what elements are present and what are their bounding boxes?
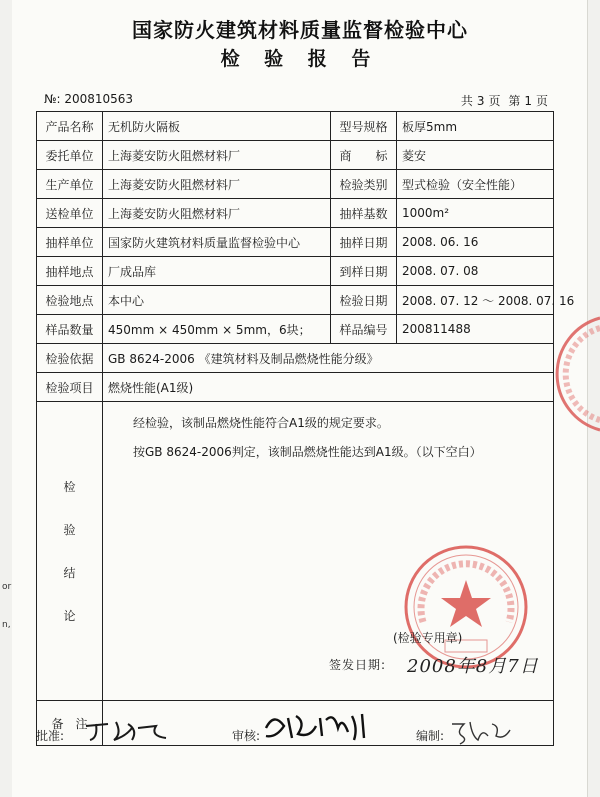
row-label-2: 抽样基数	[331, 199, 397, 228]
basis-value: GB 8624-2006 《建筑材料及制品燃烧性能分级》	[103, 344, 554, 373]
row-value-2: 板厚5mm	[397, 112, 554, 141]
conclusion-row	[37, 402, 554, 701]
row-value-2: 2008. 07. 08	[397, 257, 554, 286]
review-label: 审核:	[232, 729, 261, 743]
info-row	[37, 170, 554, 199]
info-row	[37, 228, 554, 257]
report-table	[36, 111, 575, 746]
partial-seal-stamp	[560, 314, 600, 434]
row-value: 450mm × 450mm × 5mm，6块；	[103, 315, 331, 344]
info-row	[37, 257, 554, 286]
row-label-2: 商 标	[331, 141, 397, 170]
info-row	[37, 141, 554, 170]
basis-label: 检验依据	[37, 344, 103, 373]
conclusion-char: 验	[63, 523, 76, 537]
row-label-2: 抽样日期	[331, 228, 397, 257]
row-value-2: 型式检验（安全性能）	[397, 170, 554, 199]
row-value: 上海菱安防火阻燃材料厂	[103, 141, 331, 170]
row-value: 国家防火建筑材料质量监督检验中心	[103, 228, 331, 257]
row-value-2: 菱安	[397, 141, 554, 170]
row-label-2: 型号规格	[331, 112, 397, 141]
row-label: 送检单位	[37, 199, 103, 228]
report-title: 检 验 报 告	[220, 48, 380, 70]
info-row	[37, 112, 554, 141]
row-value: 无机防火隔板	[103, 112, 331, 141]
row-value: 厂成品库	[103, 257, 331, 286]
row-value: 本中心	[103, 286, 331, 315]
row-label: 抽样地点	[37, 257, 103, 286]
basis-row	[37, 344, 554, 373]
items-label: 检验项目	[37, 373, 103, 402]
conclusion-label-cell	[37, 402, 103, 701]
row-label: 抽样单位	[37, 228, 103, 257]
info-row	[37, 199, 554, 228]
reviewer-signature	[262, 708, 382, 744]
conclusion-text-1: 经检验，该制品燃烧性能符合A1级的规定要求。	[133, 416, 389, 430]
row-label-2: 检验类别	[331, 170, 397, 199]
prepare-label: 编制:	[416, 729, 445, 743]
report-number: №: 200810563	[44, 92, 134, 106]
row-value-2: 2008. 07. 12 ～ 2008. 07. 16	[397, 286, 554, 315]
row-label: 生产单位	[37, 170, 103, 199]
row-label: 产品名称	[37, 112, 103, 141]
approver-signature	[80, 714, 180, 744]
row-label: 样品数量	[37, 315, 103, 344]
items-row	[37, 373, 554, 402]
seal-note: (检验专用章)	[393, 631, 463, 645]
conclusion-char: 检	[63, 480, 76, 494]
conclusion-char: 论	[63, 609, 76, 623]
row-value: 上海菱安防火阻燃材料厂	[103, 170, 331, 199]
edge-fragment-text: n,	[2, 620, 11, 630]
row-value: 上海菱安防火阻燃材料厂	[103, 199, 331, 228]
row-label-2: 样品编号	[331, 315, 397, 344]
conclusion-char: 结	[63, 566, 76, 580]
edge-fragment-text: or	[2, 582, 12, 592]
row-value-2: 200811488	[397, 315, 554, 344]
items-value: 燃烧性能(A1级)	[103, 373, 554, 402]
preparer-signature	[448, 716, 518, 746]
row-value-2: 2008. 06. 16	[397, 228, 554, 257]
org-title: 国家防火建筑材料质量监督检验中心	[132, 18, 468, 42]
row-label: 委托单位	[37, 141, 103, 170]
row-value-2: 1000m²	[397, 199, 554, 228]
row-label: 检验地点	[37, 286, 103, 315]
sign-date-label: 签发日期:	[329, 658, 387, 672]
remarks-label: 备 注	[37, 701, 103, 746]
conclusion-body	[103, 402, 554, 701]
sign-date-value: 2008年8月7日	[407, 656, 539, 677]
page-indicator: 共 3 页 第 1 页	[460, 94, 548, 108]
info-row	[37, 286, 554, 315]
approve-label: 批准:	[36, 729, 65, 743]
conclusion-text-2: 按GB 8624-2006判定，该制品燃烧性能达到A1级。（以下空白）	[133, 445, 482, 459]
row-label-2: 检验日期	[331, 286, 397, 315]
row-label-2: 到样日期	[331, 257, 397, 286]
info-row	[37, 315, 554, 344]
